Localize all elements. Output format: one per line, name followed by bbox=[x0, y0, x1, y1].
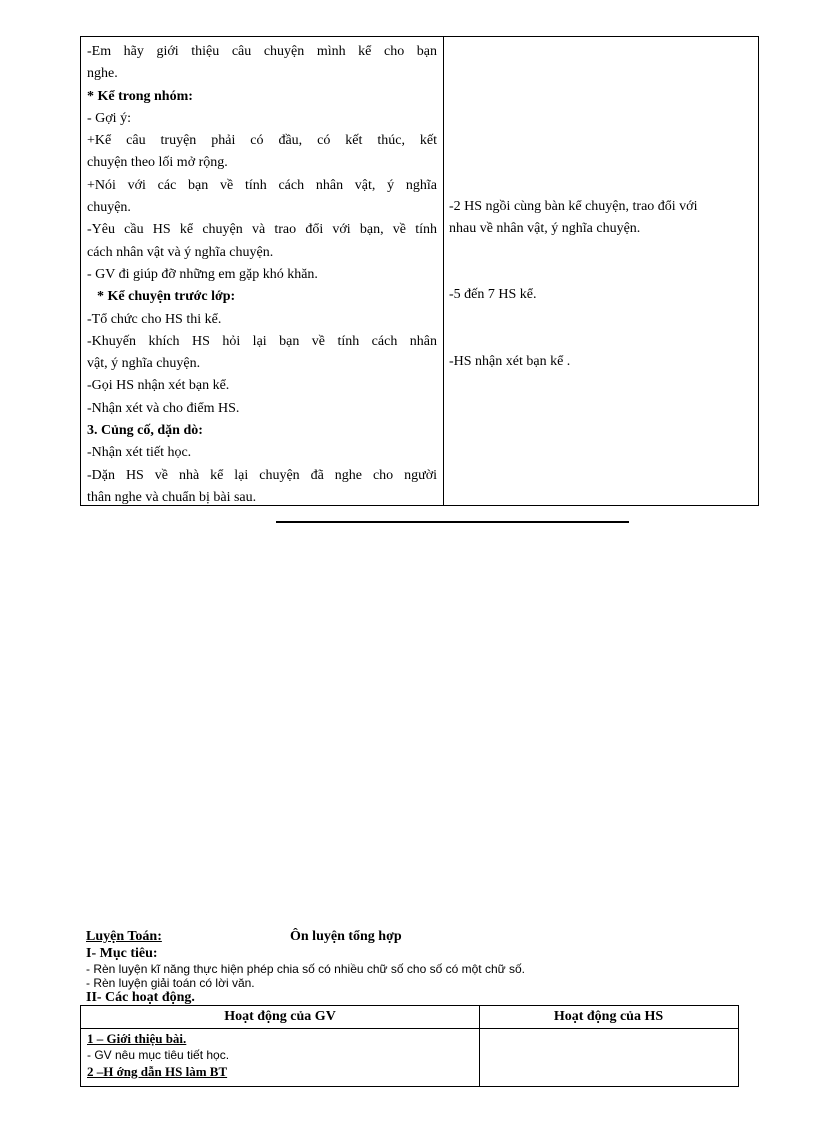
header-gv: Hoạt động của GV bbox=[224, 1009, 336, 1024]
teacher-activity-line: -Nhận xét và cho điểm HS. bbox=[87, 400, 240, 416]
teacher-activity-line: vật, ý nghĩa chuyện. bbox=[87, 356, 201, 372]
activities-heading: II- Các hoạt động. bbox=[86, 990, 195, 1005]
row-goal: - GV nêu mục tiêu tiết học. bbox=[87, 1048, 230, 1062]
activities-table bbox=[80, 1005, 739, 1087]
objective-item: - Rèn luyện kĩ năng thực hiện phép chia số có nhiều chữ số cho số có một chữ số. bbox=[86, 962, 526, 976]
teacher-activity-line: thân nghe và chuẩn bị bài sau. bbox=[87, 489, 257, 505]
student-activity-comment: -HS nhận xét bạn kể . bbox=[449, 354, 571, 369]
teacher-activity-line: - Gợi ý: bbox=[87, 110, 131, 126]
row-guide: 2 –H ớng dẫn HS làm BT bbox=[87, 1064, 228, 1079]
teacher-activity-line: -Tổ chức cho HS thi kể. bbox=[87, 311, 222, 327]
teacher-activity-line: chuyện theo lối mở rộng. bbox=[87, 155, 228, 171]
student-activity-pair-talk-cont: nhau về nhân vật, ý nghĩa chuyện. bbox=[449, 221, 641, 236]
teacher-activity-line: - GV đi giúp đỡ những em gặp khó khăn. bbox=[87, 266, 318, 282]
objectives-heading: I- Mục tiêu: bbox=[86, 946, 158, 961]
student-activity-pair-talk: -2 HS ngồi cùng bàn kể chuyện, trao đổi với bbox=[449, 199, 698, 214]
teacher-activity-line: 3. Củng cố, dặn dò: bbox=[87, 423, 203, 439]
lesson-title: Ôn luyện tổng hợp bbox=[290, 929, 402, 944]
column-divider bbox=[443, 37, 444, 505]
teacher-activity-line: * Kể trong nhóm: bbox=[87, 88, 193, 104]
student-activity-tell: -5 đến 7 HS kể. bbox=[449, 287, 537, 302]
teacher-activities-column bbox=[87, 41, 437, 509]
teacher-activity-line: * Kể chuyện trước lớp: bbox=[97, 289, 236, 305]
teacher-activity-line: -Khuyến khích HS hỏi lại bạn về tính cách nhân bbox=[87, 333, 437, 349]
subject-label: Luyện Toán: bbox=[86, 929, 162, 944]
section-separator bbox=[276, 521, 629, 523]
teacher-activity-line: nghe. bbox=[87, 66, 118, 82]
teacher-activity-line: cách nhân vật và ý nghĩa chuyện. bbox=[87, 244, 274, 260]
objective-item: - Rèn luyện giải toán có lời văn. bbox=[86, 976, 255, 990]
teacher-activity-line: chuyện. bbox=[87, 200, 131, 216]
teacher-activity-line: -Em hãy giới thiệu câu chuyện mình kể cho bạn bbox=[87, 44, 437, 59]
teacher-activity-line: -Yêu cầu HS kể chuyện và trao đổi với bạn, về tính bbox=[87, 222, 437, 238]
teacher-activity-line: -Nhận xét tiết học. bbox=[87, 445, 192, 461]
teacher-activity-line: -Dặn HS về nhà kể lại chuyện đã nghe cho người bbox=[87, 467, 437, 483]
header-row-divider bbox=[81, 1028, 738, 1029]
teacher-activity-line: +Nói với các bạn về tính cách nhân vật, ý nghĩa bbox=[87, 177, 437, 193]
lesson-table bbox=[80, 36, 759, 506]
header-hs: Hoạt động của HS bbox=[553, 1009, 664, 1024]
teacher-activity-line: +Kể câu truyện phải có đầu, có kết thúc, kết bbox=[87, 133, 437, 149]
row-intro: 1 – Giới thiệu bài. bbox=[87, 1031, 187, 1046]
teacher-activity-line: -Gọi HS nhận xét bạn kể. bbox=[87, 378, 230, 394]
